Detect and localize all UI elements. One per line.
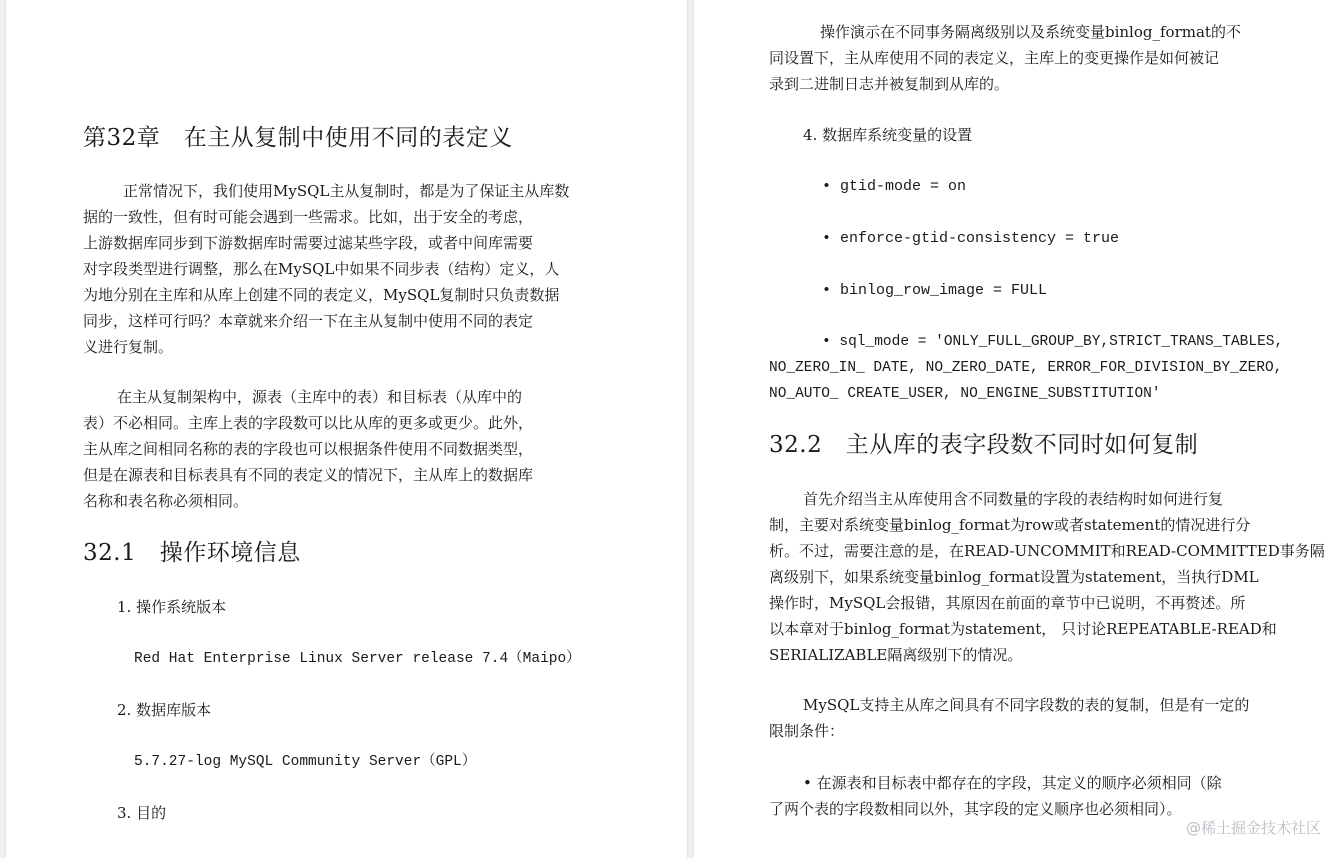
bullet-item: • gtid-mode = on bbox=[822, 178, 967, 195]
os-version-value: Red Hat Enterprise Linux Server release 7.4（Maipo） bbox=[134, 651, 581, 667]
intro-line: 义进行复制。 bbox=[83, 338, 174, 356]
para2-line: 主从库之间相同名称的表的字段也可以根据条件使用不同数据类型， bbox=[83, 440, 534, 458]
bullet-item: • binlog_row_image = FULL bbox=[822, 282, 1048, 299]
para-line: 首先介绍当主从库使用含不同数量的字段的表结构时如何进行复 bbox=[803, 490, 1224, 508]
right-page bbox=[694, 0, 1343, 858]
list-item-label: 1. 操作系统版本 bbox=[117, 598, 227, 616]
intro-line: 为地分别在主库和从库上创建不同的表定义，MySQL复制时只负责数据 bbox=[83, 286, 560, 304]
para2-line: 名称和表名称必须相同。 bbox=[83, 492, 249, 510]
watermark: @稀土掘金技术社区 bbox=[1185, 819, 1321, 837]
bullet-item: 了两个表的字段数相同以外，其字段的定义顺序也必须相同）。 bbox=[769, 800, 1182, 818]
para-line: 操作时，MySQL会报错，其原因在前面的章节中已说明，不再赘述。所 bbox=[769, 594, 1246, 612]
para2-line: 在主从复制架构中，源表（主库中的表）和目标表（从库中的 bbox=[117, 388, 523, 406]
list-item-label: 3. 目的 bbox=[117, 804, 167, 822]
db-version-value: 5.7.27-log MySQL Community Server（GPL） bbox=[134, 754, 477, 770]
para-line: 析。不过，需要注意的是，在READ-UNCOMMIT和READ-COMMITTED事务隔 bbox=[769, 542, 1325, 560]
para-line: 离级别下，如果系统变量binlog_format设置为statement，当执行DML bbox=[769, 568, 1259, 586]
para-line: 制，主要对系统变量binlog_format为row或者statement的情况进行分 bbox=[769, 516, 1251, 534]
bullet-item: • 在源表和目标表中都存在的字段，其定义的顺序必须相同（除 bbox=[803, 774, 1222, 792]
intro-line: 同步，这样可行吗？本章就来介绍一下在主从复制中使用不同的表定 bbox=[83, 312, 534, 330]
section-heading-32-1: 32.1 操作环境信息 bbox=[83, 540, 301, 566]
bullet-item: • enforce-gtid-consistency = true bbox=[822, 230, 1120, 247]
list-item-label: 4. 数据库系统变量的设置 bbox=[803, 126, 973, 144]
section-heading-32-2: 32.2 主从库的表字段数不同时如何复制 bbox=[769, 432, 1199, 458]
para-line: 以本章对于binlog_format为statement， 只讨论REPEATABLE-READ和 bbox=[769, 620, 1277, 638]
chapter-title: 第32章 在主从复制中使用不同的表定义 bbox=[83, 125, 513, 151]
intro-line: 据的一致性，但有时可能会遇到一些需求。比如，出于安全的考虑， bbox=[83, 208, 534, 226]
intro-line: 正常情况下，我们使用MySQL主从复制时，都是为了保证主从库数 bbox=[123, 182, 570, 200]
para-line: MySQL支持主从库之间具有不同字段数的表的复制，但是有一定的 bbox=[803, 696, 1250, 714]
sql-mode-line: NO_ZERO_IN_ DATE, NO_ZERO_DATE, ERROR_FOR_DIVISION_BY_ZERO, bbox=[769, 360, 1283, 376]
list-item-label: 2. 数据库版本 bbox=[117, 701, 212, 719]
sql-mode-line: NO_AUTO_ CREATE_USER, NO_ENGINE_SUBSTITUTION' bbox=[769, 386, 1161, 402]
intro-line: 对字段类型进行调整，那么在MySQL中如果不同步表（结构）定义，人 bbox=[83, 260, 560, 278]
left-page bbox=[6, 0, 687, 858]
para2-line: 但是在源表和目标表具有不同的表定义的情况下，主从库上的数据库 bbox=[83, 466, 534, 484]
purpose-line: 操作演示在不同事务隔离级别以及系统变量binlog_format的不 bbox=[820, 23, 1241, 41]
para-line: 限制条件： bbox=[769, 722, 845, 740]
para-line: SERIALIZABLE隔离级别下的情况。 bbox=[769, 646, 1023, 664]
intro-line: 上游数据库同步到下游数据库时需要过滤某些字段，或者中间库需要 bbox=[83, 234, 534, 252]
sql-mode-line: • sql_mode = 'ONLY_FULL_GROUP_BY,STRICT_TRANS_TABLES, bbox=[822, 334, 1284, 350]
purpose-line: 同设置下，主从库使用不同的表定义，主库上的变更操作是如何被记 bbox=[769, 49, 1220, 67]
para2-line: 表）不必相同。主库上表的字段数可以比从库的更多或更少。此外， bbox=[83, 414, 534, 432]
purpose-line: 录到二进制日志并被复制到从库的。 bbox=[769, 75, 1010, 93]
